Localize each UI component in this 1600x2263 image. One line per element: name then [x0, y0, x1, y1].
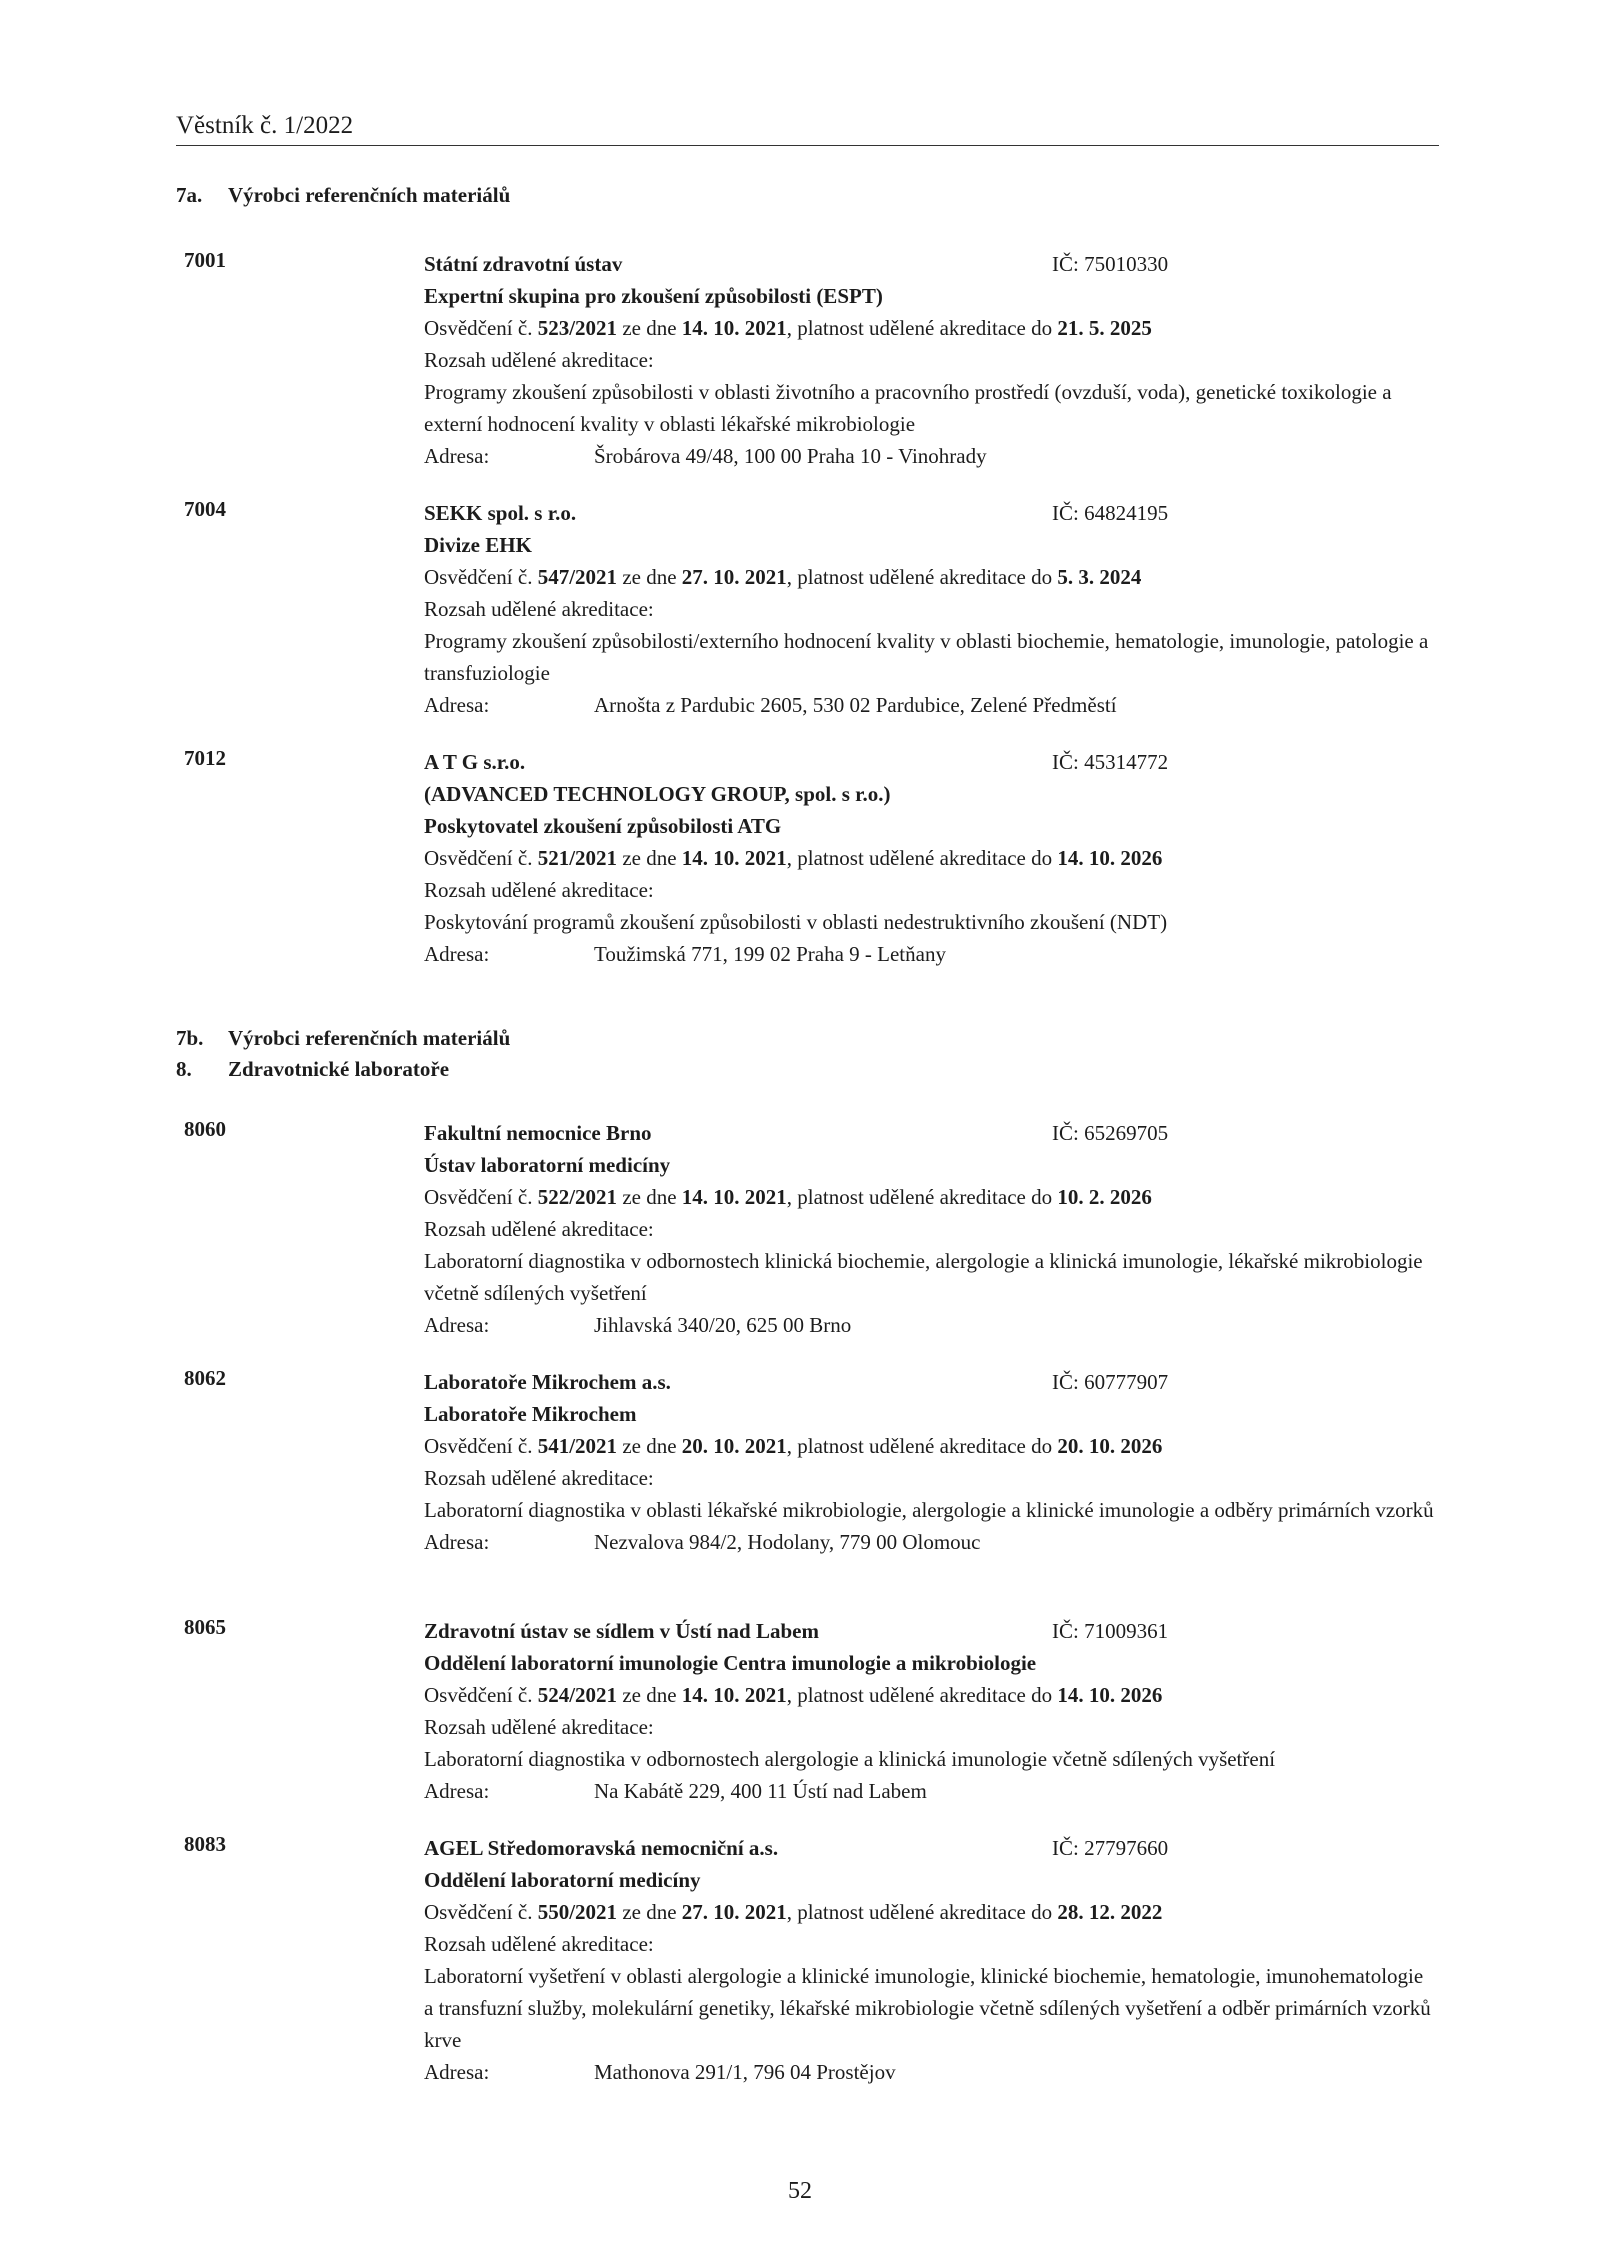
entry-subunit: Poskytovatel zkoušení způsobilosti ATG [424, 814, 782, 838]
section-title: Zdravotnické laboratoře [228, 1057, 450, 1081]
section-8-heading [176, 1057, 449, 1082]
entry-certificate: Osvědčení č. 524/2021 ze dne 14. 10. 2021, platnost udělené akreditace do 14. 10. 2026 [424, 1683, 1163, 1707]
entry-name: Laboratoře Mikrochem a.s. IČ: 60777907 [424, 1366, 1434, 1398]
entry-address: Adresa: Mathonova 291/1, 796 04 Prostějov [424, 2060, 896, 2084]
section-7b-heading [176, 1026, 510, 1051]
entry-scope-text: Laboratorní diagnostika v odbornostech alergologie a klinická imunologie včetně sdílených vyšetření [424, 1747, 1276, 1771]
entry-ic: IČ: 27797660 [1052, 1836, 1169, 1860]
entry-address: Adresa: Jihlavská 340/20, 625 00 Brno [424, 1313, 852, 1337]
entry-certificate: Osvědčení č. 547/2021 ze dne 27. 10. 2021, platnost udělené akreditace do 5. 3. 2024 [424, 565, 1142, 589]
entry-certificate: Osvědčení č. 521/2021 ze dne 14. 10. 2021, platnost udělené akreditace do 14. 10. 2026 [424, 846, 1163, 870]
entry-subunit: Divize EHK [424, 533, 532, 557]
entry-subunit: Expertní skupina pro zkoušení způsobilosti (ESPT) [424, 284, 883, 308]
entry-code: 7004 [184, 497, 226, 521]
entry-scope-label: Rozsah udělené akreditace: [424, 1715, 654, 1739]
section-number: 7a. [176, 183, 203, 207]
entry-code: 8065 [184, 1615, 226, 1639]
entry-name: AGEL Středomoravská nemocniční a.s. IČ: 27797660 [424, 1832, 1434, 1864]
entry-code: 8062 [184, 1366, 226, 1390]
entry-certificate: Osvědčení č. 550/2021 ze dne 27. 10. 2021, platnost udělené akreditace do 28. 12. 2022 [424, 1900, 1163, 1924]
entry-certificate: Osvědčení č. 523/2021 ze dne 14. 10. 2021, platnost udělené akreditace do 21. 5. 2025 [424, 316, 1152, 340]
section-title: Výrobci referenčních materiálů [228, 1026, 511, 1050]
entry-scope-label: Rozsah udělené akreditace: [424, 1466, 654, 1490]
entry-scope-text: Laboratorní diagnostika v oblasti lékařské mikrobiologie, alergologie a klinické imunologie a odběry primárních vzorků [424, 1498, 1434, 1522]
entry-name: Státní zdravotní ústav IČ: 75010330 [424, 248, 1434, 280]
entry-address: Adresa: Šrobárova 49/48, 100 00 Praha 10 - Vinohrady [424, 444, 987, 468]
page-number: 52 [788, 2178, 812, 2204]
entry-scope-label: Rozsah udělené akreditace: [424, 348, 654, 372]
entry-address: Adresa: Toužimská 771, 199 02 Praha 9 - Letňany [424, 942, 946, 966]
entry-subunit: Laboratoře Mikrochem [424, 1402, 637, 1426]
entry-scope-text: Laboratorní diagnostika v odbornostech klinická biochemie, alergologie a klinická imunologie, lékařské mikrobiologie včetně sdílených vyšetření [424, 1249, 1423, 1305]
entry-scope-text: Programy zkoušení způsobilosti/externího hodnocení kvality v oblasti biochemie, hematologie, imunologie, patologie a transfuziologie [424, 629, 1429, 685]
entry-address: Adresa: Arnošta z Pardubic 2605, 530 02 Pardubice, Zelené Předměstí [424, 693, 1117, 717]
entry-name: SEKK spol. s r.o. IČ: 64824195 [424, 497, 1434, 529]
entry-address: Adresa: Nezvalova 984/2, Hodolany, 779 00 Olomouc [424, 1530, 981, 1554]
section-title: Výrobci referenčních materiálů [228, 183, 511, 207]
entry-ic: IČ: 45314772 [1052, 750, 1169, 774]
entry-scope-label: Rozsah udělené akreditace: [424, 1932, 654, 1956]
entry-scope-text: Laboratorní vyšetření v oblasti alergologie a klinické imunologie, klinické biochemie, hematologie, imunohematologie a transfuzní služby, molekulární genetiky, lékařské mikrobiologie včetně sdílených vyšetření a odběr primárních vzorků krve [424, 1964, 1431, 2052]
section-7a-heading [176, 183, 510, 208]
entry-name: Zdravotní ústav se sídlem v Ústí nad Labem IČ: 71009361 [424, 1615, 1434, 1647]
entry-ic: IČ: 64824195 [1052, 501, 1169, 525]
entry-code: 8060 [184, 1117, 226, 1141]
entry-ic: IČ: 65269705 [1052, 1121, 1169, 1145]
entry-subunit: (ADVANCED TECHNOLOGY GROUP, spol. s r.o.) [424, 782, 891, 806]
entry-name: Fakultní nemocnice Brno IČ: 65269705 [424, 1117, 1434, 1149]
entry-ic: IČ: 71009361 [1052, 1619, 1169, 1643]
section-number: 7b. [176, 1026, 204, 1050]
entry-ic: IČ: 60777907 [1052, 1370, 1169, 1394]
entry-address: Adresa: Na Kabátě 229, 400 11 Ústí nad Labem [424, 1779, 927, 1803]
entry-certificate: Osvědčení č. 522/2021 ze dne 14. 10. 2021, platnost udělené akreditace do 10. 2. 2026 [424, 1185, 1152, 1209]
entry-subunit: Oddělení laboratorní imunologie Centra imunologie a mikrobiologie [424, 1651, 1037, 1675]
entry-code: 8083 [184, 1832, 226, 1856]
entry-certificate: Osvědčení č. 541/2021 ze dne 20. 10. 2021, platnost udělené akreditace do 20. 10. 2026 [424, 1434, 1163, 1458]
entry-code: 7001 [184, 248, 226, 272]
page-header-title: Věstník č. 1/2022 [176, 112, 354, 139]
entry-scope-text: Programy zkoušení způsobilosti v oblasti životního a pracovního prostředí (ovzduší, voda), genetické toxikologie a externí hodnocení kvality v oblasti lékařské mikrobiologie [424, 380, 1392, 436]
header-rule [176, 145, 1439, 146]
entry-subunit: Ústav laboratorní medicíny [424, 1153, 671, 1177]
entry-scope-label: Rozsah udělené akreditace: [424, 1217, 654, 1241]
entry-ic: IČ: 75010330 [1052, 252, 1169, 276]
section-number: 8. [176, 1057, 192, 1081]
entry-code: 7012 [184, 746, 226, 770]
entry-scope-label: Rozsah udělené akreditace: [424, 878, 654, 902]
entry-scope-label: Rozsah udělené akreditace: [424, 597, 654, 621]
entry-subunit: Oddělení laboratorní medicíny [424, 1868, 701, 1892]
entry-scope-text: Poskytování programů zkoušení způsobilosti v oblasti nedestruktivního zkoušení (NDT) [424, 910, 1168, 934]
entry-name: A T G s.r.o. IČ: 45314772 [424, 746, 1434, 778]
